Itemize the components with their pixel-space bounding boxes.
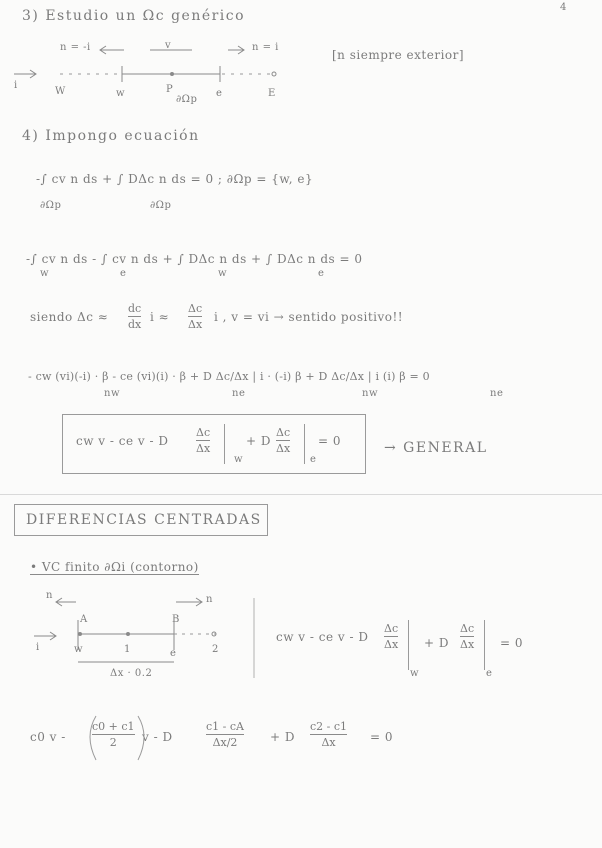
equation-5-start: cw v - ce v - D [76,434,169,448]
equation-4: - cw (vi)(-i) · β - ce (vi)(i) · β + D Δc/Δx | i · (-i) β + D Δc/Δx | i (i) β = 0 [28,370,430,383]
frac-1-den: dx [128,318,142,331]
equation-2-limit-w2: w [218,268,228,279]
diag2-2: 2 [212,644,219,655]
w-label: w [116,88,126,99]
eq7-frac-3-num: c2 - c1 [310,720,348,733]
equation-2-limit-w1: w [40,268,50,279]
equation-7-mid-1: v - D [142,730,173,744]
frac-1-num: dc [128,302,142,315]
frac-2-den: Δx [188,318,203,331]
section-3-title: 3) Estudio un Ωc genérico [22,8,246,24]
frac-2-num: Δc [188,302,203,315]
eq6-frac-2-num: Δc [460,622,475,635]
general-result: → GENERAL [384,440,488,456]
eq7-frac-1-num: c0 + c1 [92,720,135,733]
eq5-frac-2-num: Δc [276,426,291,439]
equation-7-lead: c0 v - [30,730,66,744]
finite-vc-bullet: • VC finito ∂Ωi (contorno) [30,560,199,574]
eq6-frac-1-num: Δc [384,622,399,635]
E-label: E [268,88,276,99]
P-label: P [166,84,174,95]
diag2-e: e [170,648,177,659]
W-label: W [55,86,66,97]
eq6-frac-1-den: Δx [384,638,399,651]
eq5-sub-w: w [234,454,244,465]
equation-3-mid: i ≈ [150,310,170,324]
diag2-B: B [172,614,180,625]
equation-7-end: = 0 [370,730,394,744]
exterior-note: [n siempre exterior] [332,48,465,62]
equation-5-mid: + D [246,434,271,448]
eq6-sub-w: w [410,668,420,679]
diag2-n-left: n [46,590,53,601]
diag2-w: w [74,644,84,655]
eq7-frac-1-den: 2 [109,736,117,749]
eq5-frac-1-num: Δc [196,426,211,439]
eq4-under-nw-2: nw [362,388,378,399]
eq4-under-ne-1: ne [232,388,246,399]
equation-6-end: = 0 [500,636,524,650]
diag2-A: A [80,614,88,625]
equation-1: -∫ cv n ds + ∫ DΔc n ds = 0 ; ∂Ωp = {w, e} [36,172,314,186]
eq7-frac-3-den: Δx [321,736,336,749]
equation-7-mid-2: + D [270,730,295,744]
diag2-1: 1 [124,644,131,655]
equation-2-limit-e1: e [120,268,127,279]
eq6-sub-e: e [486,668,493,679]
eq6-frac-2-den: Δx [460,638,475,651]
eq5-frac-2-den: Δx [276,442,291,455]
dep-label: ∂Ωp [176,94,198,105]
section-4-title: 4) Impongo ecuación [22,128,200,144]
diag2-dx: Δx · 0.2 [110,668,153,679]
diag2-i: i [36,642,40,653]
normal-left-label: n = -i [60,42,91,53]
eq4-under-ne-2: ne [490,388,504,399]
eq7-frac-2-den: Δx/2 [212,736,238,749]
eq7-frac-2-num: c1 - cA [206,720,244,733]
eq5-frac-1-den: Δx [196,442,211,455]
centered-differences-title: DIFERENCIAS CENTRADAS [26,512,262,528]
eq5-sub-e: e [310,454,317,465]
equation-1-limit-b: ∂Ωp [150,200,172,211]
velocity-label: v [165,40,172,51]
equation-6-start: cw v - ce v - D [276,630,369,644]
normal-right-label: n = i [252,42,279,53]
page-number: 4 [560,2,567,13]
equation-6-mid: + D [424,636,449,650]
e-label: e [216,88,223,99]
axis-i-label: i [14,80,18,91]
equation-2-limit-e2: e [318,268,325,279]
equation-1-limit-a: ∂Ωp [40,200,62,211]
diag2-n-right: n [206,594,213,605]
equation-3-start: siendo Δc ≈ [30,310,109,324]
eq4-under-nw-1: nw [104,388,120,399]
equation-5-end: = 0 [318,434,342,448]
equation-2: -∫ cv n ds - ∫ cv n ds + ∫ DΔc n ds + ∫ DΔc n ds = 0 [26,252,363,266]
equation-3-end: i , v = vi → sentido positivo!! [214,310,404,324]
